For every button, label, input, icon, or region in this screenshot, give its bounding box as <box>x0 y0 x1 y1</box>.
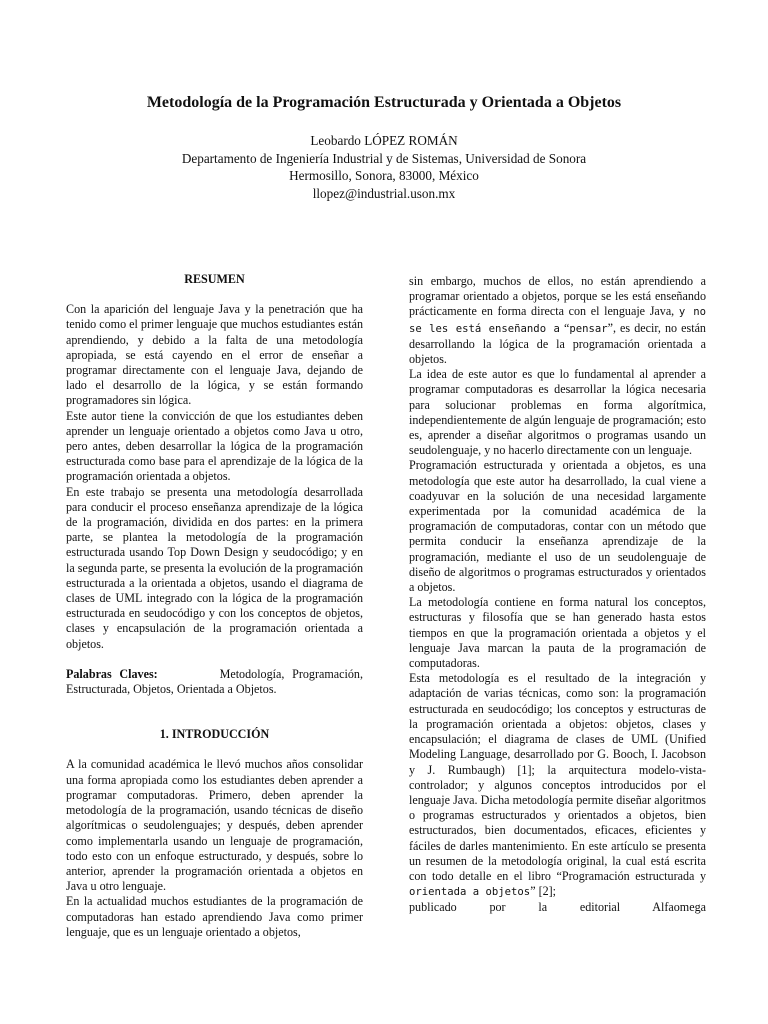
resumen-paragraph-2: Este autor tiene la convicción de que los estudiantes deben aprender un lenguaje orientado a objetos como Java u otro, pero antes, deben desarrollar la lógica de la programación estructurada como base para el aprendizaje de la lógica de la programación orientada a objetos. <box>66 408 363 484</box>
intro-paragraph-1: A la comunidad académica le llevó muchos años consolidar una forma apropiada como los estudiantes deben aprender a programar computadoras. Primero, deben aprender la metodología de la programación, usando técnicas de diseño algorítmicas o seudolenguajes; y después, deben aprender como implementarla usando un lenguaje de programación, todo esto con un enfoque estructurado, y después, sobre lo anterior, aprender la programación orientada a objetos en Java u otro lenguaje. <box>66 757 363 894</box>
introduccion-heading: 1. INTRODUCCIÓN <box>159 727 270 742</box>
intro-paragraph-6-last: publicado por la editorial Alfaomega <box>409 900 706 915</box>
author-block <box>0 132 768 202</box>
right-column <box>409 274 706 916</box>
resumen-paragraph-1: Con la aparición del lenguaje Java y la penetración que ha tenido como el primer lenguaje que muchos estudiantes están aprendiendo, y debido a la falta de una metodología apropiada, se está cayendo en el error de enseñar a programar directamente con el lenguaje Java, dejando de lado el desarrollo de la lógica, y se están formando programadores sin lógica. <box>66 302 363 408</box>
intro-paragraph-3: La idea de este autor es que lo fundamental al aprender a programar computadoras es desarrollar la lógica necesaria para solucionar problemas en forma algorítmica, independientemente de algún lenguaje de programación; esto es, aprender a diseñar algoritmos o programas usando un seudolenguaje, y no hacerlo directamente con un lenguaje. <box>409 367 706 458</box>
intro-paragraph-2-end: sin embargo, muchos de ellos, no están aprendiendo a programar orientado a objetos, porque se les está enseñando prácticamente en forma directa con el lenguaje Java, y no se les está enseñando a “pensar”, es decir, no están desarrollando la lógica de la programación orientada a objetos. <box>409 274 706 367</box>
emphasis-pensar: pensar <box>569 322 608 335</box>
keywords-text: Metodología, Programación, Estructurada, Objetos, Orientada a Objetos. <box>66 666 363 697</box>
resumen-heading: RESUMEN <box>184 272 245 286</box>
book-title-emphasis: orientada a objetos <box>409 886 531 899</box>
left-column <box>66 272 363 940</box>
keywords <box>66 667 363 697</box>
keywords-label: Palabras Claves: <box>66 666 158 681</box>
intro-paragraph-4: Programación estructurada y orientada a objetos, es una metodología que este autor ha desarrollado, la cual viene a coadyuvar en la solución de una necesidad largamente experimentada por la comunidad académica de la programación de computadoras, contar con un método que permita conducir la enseñanza aprendizaje de la programación, mediante el uso de un seudolenguaje de diseño de algoritmos o programas estructurados y orientados a objetos. <box>409 458 706 595</box>
intro-paragraph-2-start: En la actualidad muchos estudiantes de la programación de computadoras han estado aprendiendo Java como primer lenguaje, que es un lenguaje orientado a objetos, <box>66 894 363 939</box>
author-location: Hermosillo, Sonora, 83000, México <box>289 168 479 183</box>
paper-title: Metodología de la Programación Estructurada y Orientada a Objetos <box>146 94 622 111</box>
author-department: Departamento de Ingeniería Industrial y de Sistemas, Universidad de Sonora <box>181 150 587 166</box>
author-name: Leobardo LÓPEZ ROMÁN <box>310 133 458 148</box>
author-email: llopez@industrial.uson.mx <box>312 185 456 201</box>
emphasis-text: y no se les está enseñando a <box>409 306 706 335</box>
resumen-paragraph-3: En este trabajo se presenta una metodología desarrollada para conducir el proceso enseñanza aprendizaje de la lógica de la programación, dividida en dos partes: en la primera parte, se plantea la metodología de la programación estructurada usando Top Down Design y seudocódigo; y en la segunda parte, se presenta la evolución de la programación estructurada a la orientada a objetos, usando el diagrama de clases de UML integrado con la lógica de la programación estructurada en seudocódigo y con los conceptos de objetos, clases y encapsulación de la programación orientada a objetos. <box>66 484 363 651</box>
intro-paragraph-5: La metodología contiene en forma natural los conceptos, estructuras y filosofía que se han generado hasta estos tiempos en que la programación orientada a objetos y el lenguaje Java marcan la pauta de la programación de computadoras. <box>409 595 706 671</box>
intro-paragraph-6: Esta metodología es el resultado de la integración y adaptación de varias técnicas, como son: la programación estructurada en seudocódigo; los conceptos y estructuras de la programación orientada a objetos: objetos, clases y encapsulación; el diagrama de clases de UML (Unified Modeling Language, desarrollado por G. Booch, I. Jacobson y J. Rumbaugh) [1]; la arquitectura modelo-vista-controlador; y algunos conceptos introducidos por el lenguaje Java. Dicha metodología permite diseñar algoritmos o programas estructurados y orientados a objetos, bien estructurados, bien documentados, eficaces, eficientes y fáciles de darles mantenimiento. En este artículo se presenta un resumen de la metodología original, la cual está escrita con todo detalle en el libro “Programación estructurada y orientada a objetos” [2]; <box>409 671 706 899</box>
